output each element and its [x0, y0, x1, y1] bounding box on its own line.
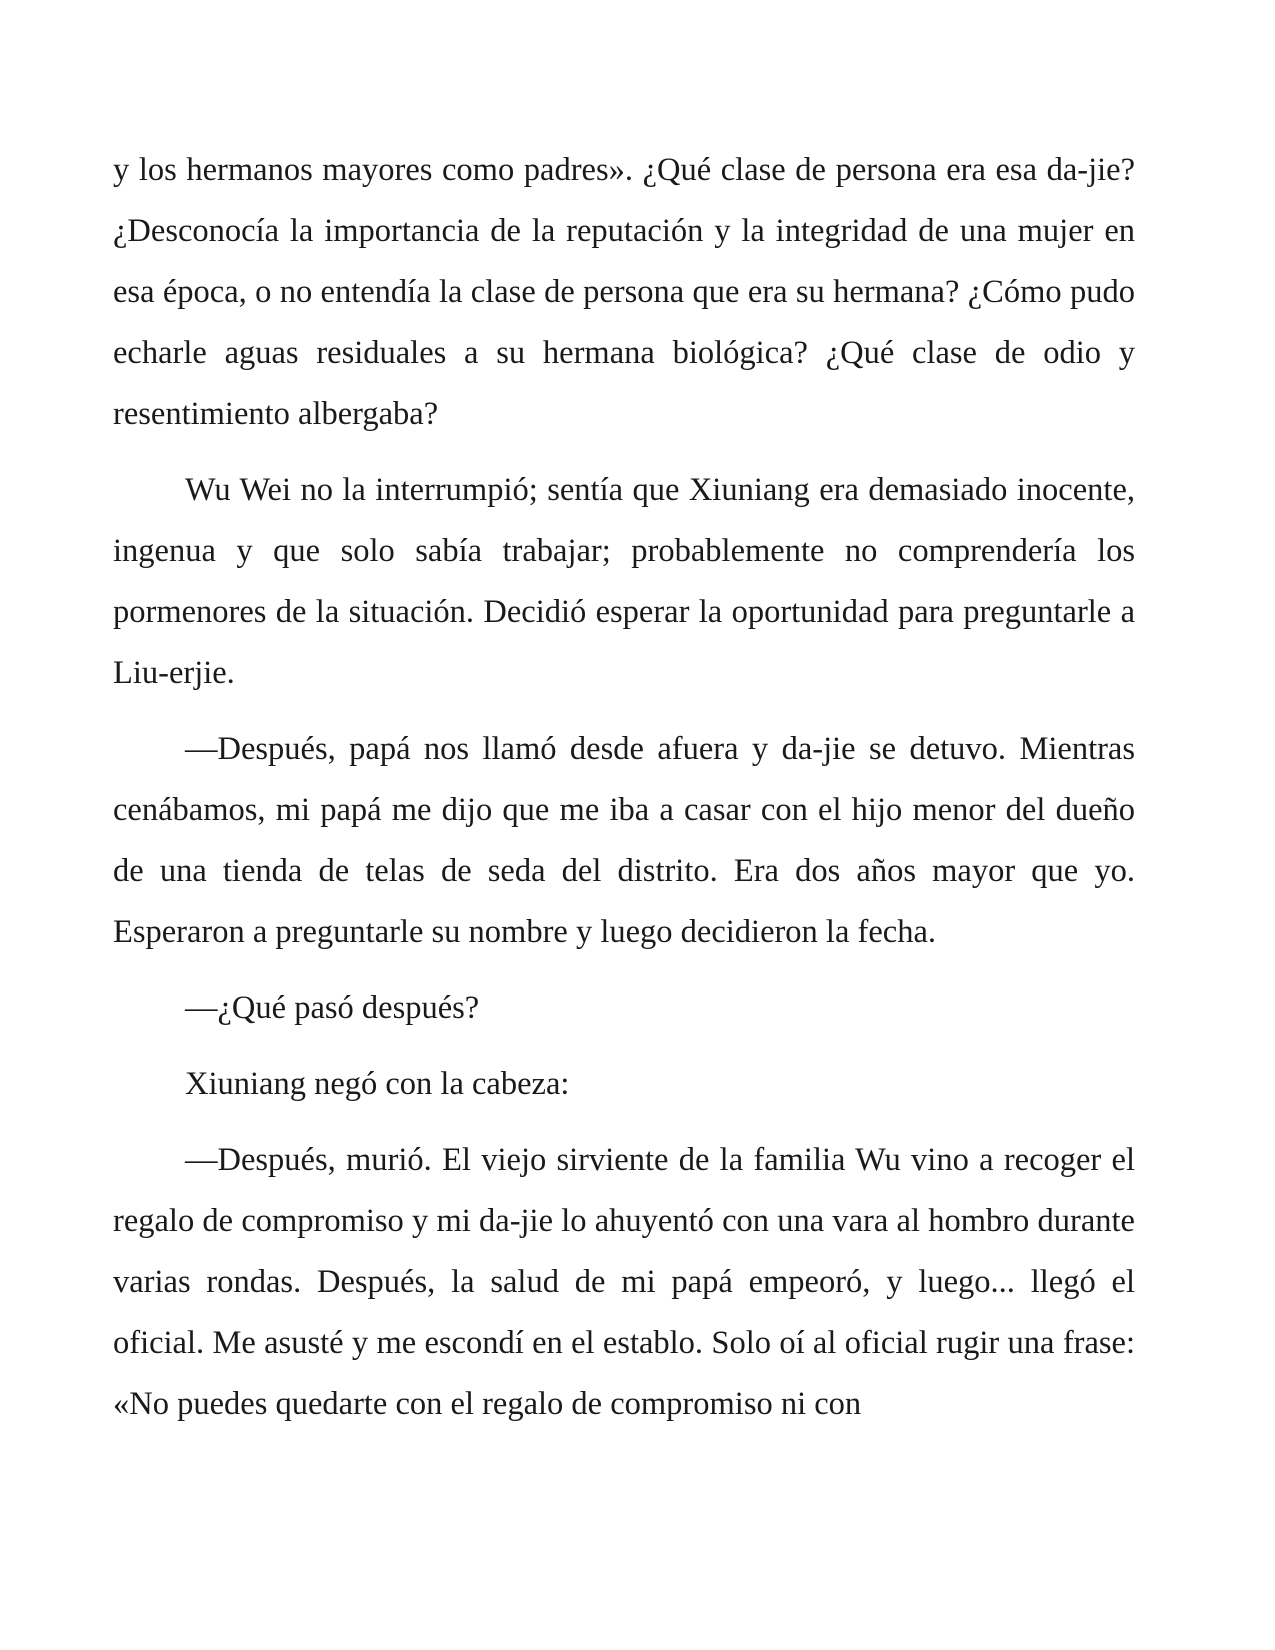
- paragraph-4: —¿Qué pasó después?: [185, 990, 480, 1026]
- body-text: [113, 140, 1135, 1450]
- paragraph-3: —Después, papá nos llamó desde afuera y da-jie se detuvo. Mientras cenábamos, mi papá me dijo que me iba a casar con el hijo menor del dueño de una tienda de telas de seda del distrito. Era dos años mayor que yo. Esperaron a preguntarle su nombre y luego decidieron la fecha.: [113, 731, 1135, 950]
- paragraph-5: Xiuniang negó con la cabeza:: [185, 1066, 570, 1102]
- paragraph-6: —Después, murió. El viejo sirviente de la familia Wu vino a recoger el regalo de compromiso y mi da-jie lo ahuyentó con una vara al hombro durante varias rondas. Después, la salud de mi papá empeoró, y luego... llegó el oficial. Me asusté y me escondí en el establo. Solo oí al oficial rugir una frase: «No puedes quedarte con el regalo de compromiso ni con: [113, 1142, 1135, 1422]
- paragraph-1: y los hermanos mayores como padres». ¿Qué clase de persona era esa da-jie? ¿Desconocía la importancia de la reputación y la integridad de una mujer en esa época, o no entendía la clase de persona que era su hermana? ¿Cómo pudo echarle aguas residuales a su hermana biológica? ¿Qué clase de odio y resentimiento albergaba?: [113, 152, 1135, 432]
- paragraph-2: Wu Wei no la interrumpió; sentía que Xiuniang era demasiado inocente, ingenua y que solo sabía trabajar; probablemente no comprendería los pormenores de la situación. Decidió esperar la oportunidad para preguntarle a Liu-erjie.: [113, 472, 1135, 691]
